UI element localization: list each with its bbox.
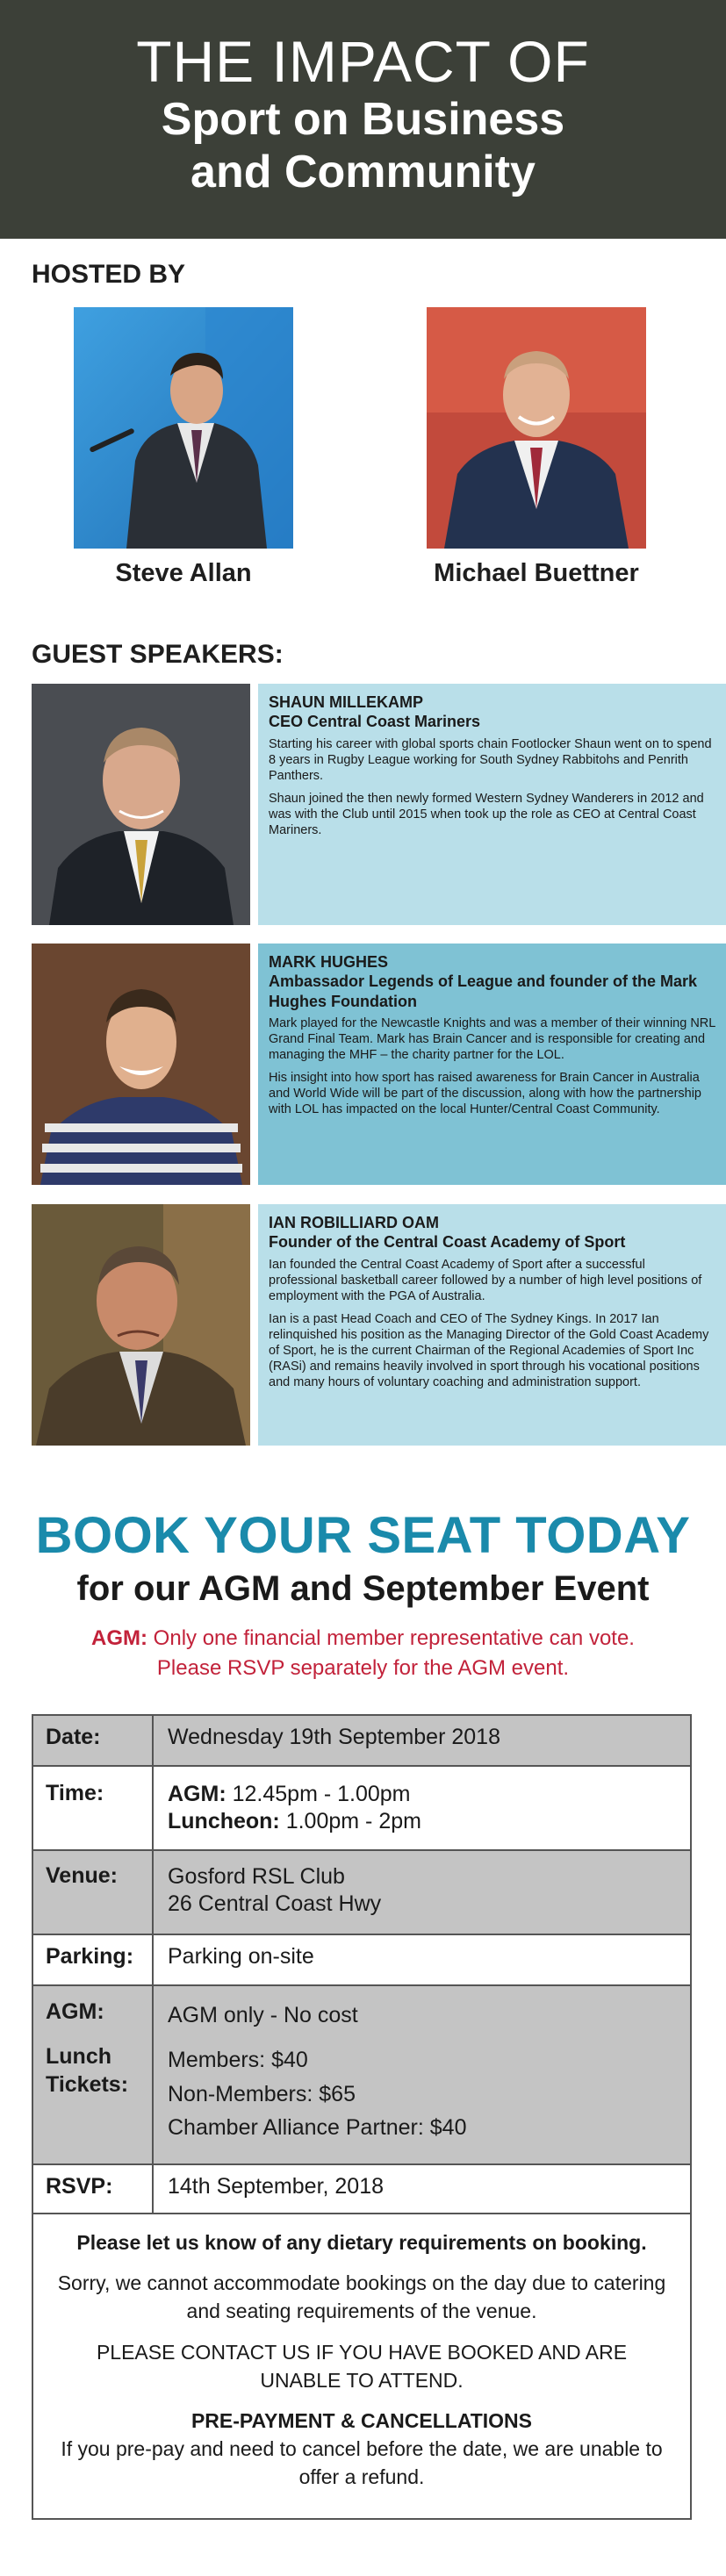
speaker-bio: Ian founded the Central Coast Academy of Sport after a successful professional basketball career followed by a number of high level positions of employment with the PGA of Australia. [269, 1257, 702, 1303]
host-name: Michael Buettner [434, 559, 639, 587]
speaker-name: SHAUN MILLEKAMP [269, 693, 423, 711]
time-agm-value: 12.45pm - 1.00pm [226, 1782, 411, 1806]
speaker-bio: Ian is a past Head Coach and CEO of The Sydney Kings. In 2017 Ian relinquished his position as the Managing Director of the Gold Coast Academy of Sport, he is the current Chairman of the Regional Academies of Sport Inc (RASi) and remains heavily involved in sport through his vocational positions and many hours of voluntary coaching and administration support. [269, 1311, 709, 1389]
agm-tickets-label [32, 1985, 153, 2164]
book-seat-heading: BOOK YOUR SEAT TODAY [35, 1507, 691, 1564]
speaker-photo-mark-hughes [32, 944, 250, 1185]
prepayment-text: If you pre-pay and need to cancel before the date, we are unable to offer a refund. [61, 2437, 663, 2489]
speaker-bio: Shaun joined the then newly formed Western Sydney Wanderers in 2012 and was with the Club until 2015 when took up the role as CEO at Central Coast Mariners. [269, 791, 704, 837]
speaker-role: Ambassador Legends of League and founder of the Mark Hughes Foundation [269, 972, 698, 1010]
dietary-note: Please let us know of any dietary requirements on booking. [76, 2231, 647, 2254]
host-card [74, 307, 293, 588]
agm-value: AGM only - No cost [168, 2003, 358, 2027]
date-value: Wednesday 19th September 2018 [153, 1715, 691, 1766]
host-photo-steve-allan [74, 307, 293, 549]
guest-speakers-heading: GUEST SPEAKERS: [32, 640, 284, 669]
speaker-info-panel [258, 1204, 726, 1446]
host-photo-michael-buettner [427, 307, 646, 549]
header-title-line1: THE IMPACT OF [136, 29, 590, 94]
speaker-bio: Starting his career with global sports chain Footlocker Shaun went on to spend 8 years in Rugby League working for South Sydney Rabbitohs and Penrith Panthers. [269, 736, 712, 783]
agm-note-label: AGM: [91, 1626, 148, 1650]
contact-note: PLEASE CONTACT US IF YOU HAVE BOOKED AND ARE UNABLE TO ATTEND. [96, 2340, 628, 2392]
lunch-tickets-label-1: Lunch [46, 2044, 111, 2070]
tickets-nonmembers: Non-Members: $65 [168, 2081, 356, 2106]
agm-label: AGM: [46, 1999, 104, 2024]
table-row [32, 2164, 691, 2214]
speaker-card [32, 684, 726, 925]
time-value [153, 1766, 691, 1850]
rsvp-label: RSVP: [32, 2164, 153, 2214]
speaker-info-panel [258, 684, 726, 925]
agm-note-text: Only one financial member representative can vote. [147, 1626, 635, 1650]
speaker-card [32, 1204, 726, 1446]
lunch-tickets-label-2: Tickets: [46, 2071, 129, 2097]
prepayment-heading: PRE-PAYMENT & CANCELLATIONS [190, 2408, 533, 2432]
host-card [427, 307, 646, 588]
speaker-bio: Mark played for the Newcastle Knights and was a member of their winning NRL Grand Final Team. Mark has Brain Cancer and is responsible for creating and managing the MHF – the charity partner for the LOL. [269, 1016, 715, 1063]
hosted-by-heading: HOSTED BY [32, 260, 186, 289]
parking-label: Parking: [32, 1934, 153, 1985]
speaker-photo-ian-robilliard [32, 1204, 250, 1446]
table-row [32, 1766, 691, 1850]
agm-note-rsvp: Please RSVP separately for the AGM event. [156, 1655, 570, 1680]
table-row [32, 1934, 691, 1985]
speaker-bio: His insight into how sport has raised awareness for Brain Cancer in Australia and World Wide will be part of the discussion, along with how the partnership with LOL has impacted on the local Hunter/Central Coast Community. [269, 1071, 701, 1117]
header-title-line2: Sport on Business [161, 94, 565, 145]
host-name: Steve Allan [115, 559, 252, 587]
agm-tickets-value [153, 1985, 691, 2164]
booking-notes [32, 2211, 692, 2520]
rsvp-value: 14th September, 2018 [153, 2164, 691, 2214]
table-row [32, 1715, 691, 1766]
date-label: Date: [32, 1715, 153, 1766]
parking-value: Parking on-site [153, 1934, 691, 1985]
header-title-line3: and Community [190, 147, 536, 197]
time-agm-label: AGM: [168, 1782, 226, 1806]
time-label: Time: [32, 1766, 153, 1850]
tickets-members: Members: $40 [168, 2047, 308, 2072]
speaker-name: MARK HUGHES [269, 953, 389, 971]
speaker-card [32, 944, 726, 1185]
header-banner [0, 0, 726, 239]
speaker-name: IAN ROBILLIARD OAM [269, 1214, 439, 1231]
cancellation-note: Sorry, we cannot accommodate bookings on the day due to catering and seating requirements of the venue. [57, 2271, 666, 2323]
speaker-info-panel [258, 944, 726, 1185]
agm-note [0, 1624, 726, 1683]
book-seat-subheading: for our AGM and September Event [76, 1569, 650, 1608]
event-details-table [32, 1714, 692, 2214]
table-row [32, 1850, 691, 1934]
table-row [32, 1985, 691, 2164]
venue-name: Gosford RSL Club [168, 1864, 345, 1889]
speaker-photo-shaun-millekamp [32, 684, 250, 925]
speaker-role: Founder of the Central Coast Academy of Sport [269, 1233, 626, 1252]
tickets-chamber-partner: Chamber Alliance Partner: $40 [168, 2115, 467, 2141]
venue-address: 26 Central Coast Hwy [168, 1891, 382, 1917]
venue-label: Venue: [32, 1850, 153, 1934]
time-lunch-value: 1.00pm - 2pm [279, 1809, 421, 1834]
time-lunch-label: Luncheon: [168, 1809, 280, 1834]
venue-value [153, 1850, 691, 1934]
speaker-role: CEO Central Coast Mariners [269, 713, 481, 731]
